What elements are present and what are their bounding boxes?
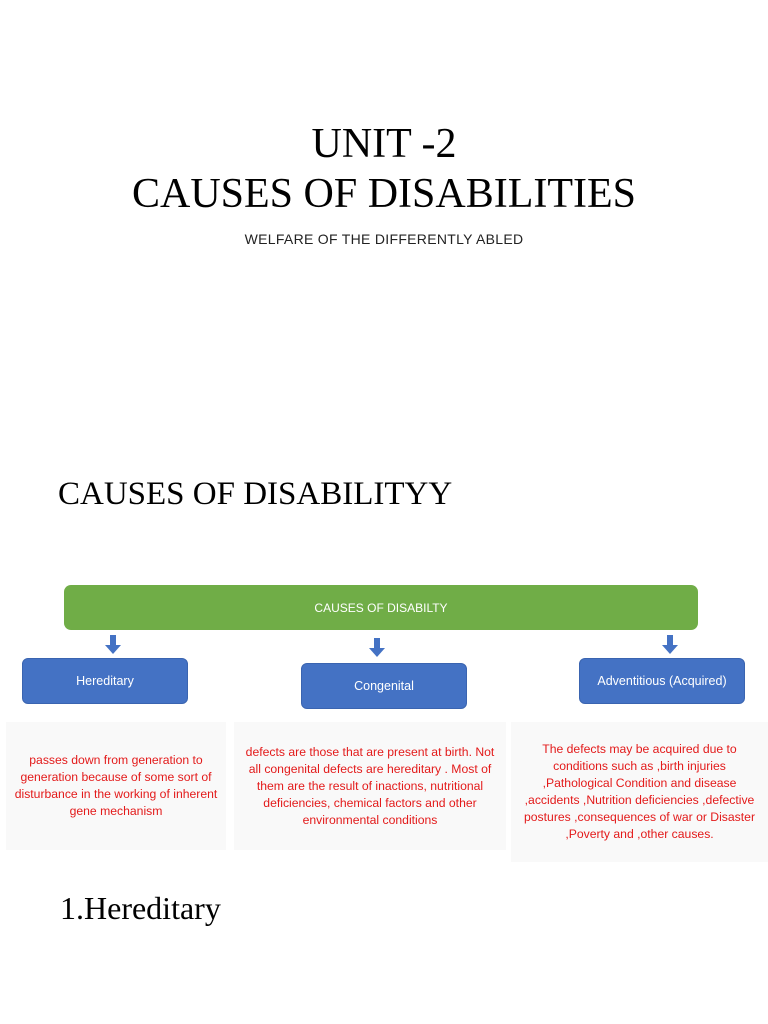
root-box (64, 585, 698, 630)
arrow-down-icon (369, 638, 385, 658)
root-box-label: CAUSES OF DISABILTY (314, 600, 448, 615)
subtitle: WELFARE OF THE DIFFERENTLY ABLED (244, 231, 524, 247)
description-hereditary (6, 722, 226, 850)
title-line-2: CAUSES OF DISABILITIES (131, 171, 637, 217)
section-heading: CAUSES OF DISABILITYY (58, 476, 453, 512)
box-hereditary (22, 658, 188, 704)
box-congenital (301, 663, 467, 709)
arrow-down-icon (105, 635, 121, 655)
box-hereditary-label: Hereditary (76, 674, 134, 688)
box-adventitious-label: Adventitious (Acquired) (597, 674, 727, 688)
box-adventitious (579, 658, 745, 704)
heading-hereditary: 1.Hereditary (60, 890, 221, 926)
box-congenital-label: Congenital (354, 679, 414, 693)
description-congenital-text: defects are those that are present at birth. Not all congenital defects are hereditary . Most of them are the result of inactions, nutritional deficiencies, chemical factors and other environmental conditions (245, 744, 495, 827)
title-line-1: UNIT -2 (311, 121, 457, 167)
arrow-down-icon (662, 635, 678, 655)
description-hereditary-text: passes down from generation to generation because of some sort of disturbance in the working of inherent gene mechanism (14, 753, 218, 818)
description-adventitious-text: The defects may be acquired due to conditions such as ,birth injuries ,Pathological Condition and disease ,accidents ,Nutrition deficiencies ,defective postures ,consequences of war or Disaster ,Poverty and ,other causes. (524, 742, 755, 841)
description-congenital (234, 722, 506, 850)
description-adventitious (511, 722, 768, 862)
